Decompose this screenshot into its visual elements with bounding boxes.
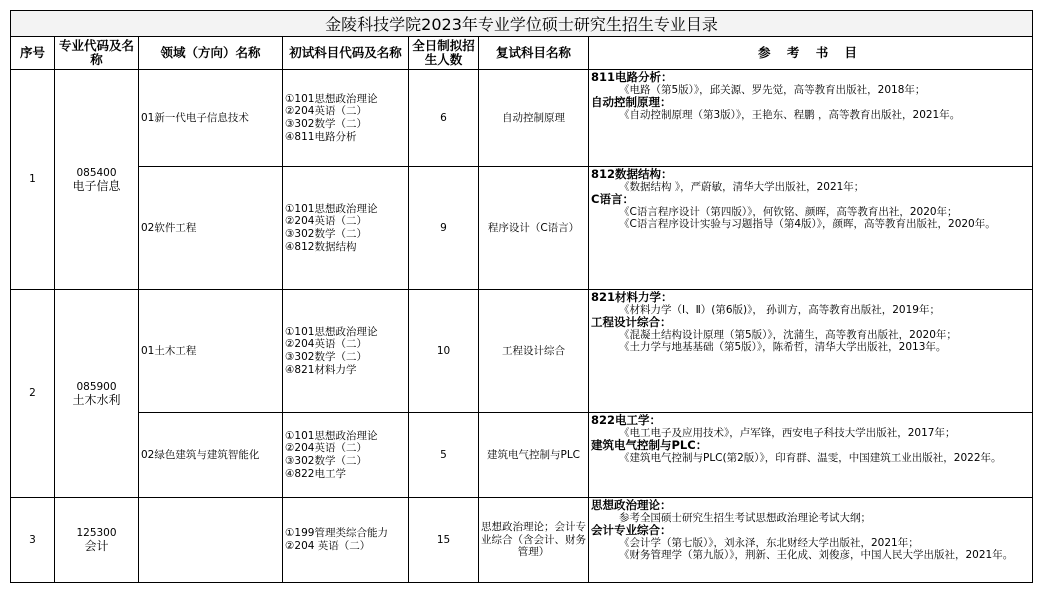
header-quota: 全日制拟招生人数 bbox=[409, 37, 479, 70]
quota-cell: 15 bbox=[409, 498, 479, 583]
table-row bbox=[11, 413, 1033, 498]
ref-book-entry: 参考全国硕士研究生招生考试思想政治理论考试大纲； bbox=[619, 511, 871, 524]
refs-cell bbox=[589, 290, 1033, 413]
retest-cell: 程序设计（C语言） bbox=[479, 167, 589, 290]
subject-item: ②204 英语（二） bbox=[285, 540, 371, 552]
ref-section-title: 812数据结构： bbox=[591, 167, 673, 181]
major-name: 会计 bbox=[84, 539, 109, 553]
ref-book-entry: 《自动控制原理（第3版）》，王艳东、程鹏 ，高等教育出版社，2021年。 bbox=[619, 108, 961, 121]
ref-section-title: 822电工学： bbox=[591, 413, 662, 427]
subject-item: ③302数学（二） bbox=[285, 118, 367, 130]
subject-item: ③302数学（二） bbox=[285, 455, 367, 467]
table-row bbox=[11, 498, 1033, 583]
seq-cell: 2 bbox=[11, 290, 55, 498]
field-cell: 01土木工程 bbox=[139, 290, 283, 413]
field-cell bbox=[139, 498, 283, 583]
subject-item: ①101思想政治理论 bbox=[285, 202, 378, 215]
quota-cell: 5 bbox=[409, 413, 479, 498]
seq-cell: 1 bbox=[11, 70, 55, 290]
ref-book-entry: 《电工电子及应用技术》，卢军锋，西安电子科技大学出版社，2017年； bbox=[619, 426, 956, 439]
retest-cell: 工程设计综合 bbox=[479, 290, 589, 413]
ref-book-entry: 《材料力学（Ⅰ、Ⅱ）(第6版)》， 孙训方，高等教育出版社，2019年； bbox=[619, 303, 940, 316]
major-cell bbox=[55, 70, 139, 290]
ref-section-title: 821材料力学： bbox=[591, 290, 673, 304]
table-row bbox=[11, 167, 1033, 290]
ref-section-title: 建筑电气控制与PLC： bbox=[591, 438, 708, 453]
quota-cell: 10 bbox=[409, 290, 479, 413]
subjects-cell bbox=[283, 290, 409, 413]
refs-cell bbox=[589, 413, 1033, 498]
subject-item: ①101思想政治理论 bbox=[285, 429, 378, 442]
refs-cell bbox=[589, 70, 1033, 167]
major-code: 085900 bbox=[76, 380, 117, 393]
ref-book-entry: 《C语言程序设计实验与习题指导（第4版）》，颜晖，高等教育出版社，2020年。 bbox=[619, 218, 996, 231]
header-seq: 序号 bbox=[11, 37, 55, 70]
field-cell: 02软件工程 bbox=[139, 167, 283, 290]
subject-item: ③302数学（二） bbox=[285, 351, 367, 363]
ref-book-entry: 《土力学与地基基础（第5版）》，陈希哲，清华大学出版社，2013年。 bbox=[619, 341, 947, 354]
subject-item: ①199管理类综合能力 bbox=[285, 527, 388, 540]
major-name: 电子信息 bbox=[72, 178, 121, 193]
subject-item: ④812数据结构 bbox=[285, 240, 357, 253]
header-row bbox=[11, 37, 1033, 70]
ref-section-title: 会计专业综合： bbox=[591, 523, 672, 538]
major-cell bbox=[55, 290, 139, 498]
catalog-table bbox=[10, 10, 1033, 583]
major-name: 土木水利 bbox=[72, 392, 121, 407]
retest-cell: 建筑电气控制与PLC bbox=[479, 413, 589, 498]
major-cell bbox=[55, 498, 139, 583]
ref-section-title: 思想政治理论： bbox=[591, 498, 672, 512]
ref-section-title: C语言： bbox=[591, 192, 634, 207]
subjects-cell bbox=[283, 498, 409, 583]
subject-item: ①101思想政治理论 bbox=[285, 92, 378, 105]
retest-cell: 思想政治理论；会计专业综合（含会计、财务管理） bbox=[479, 498, 589, 583]
subject-item: ③302数学（二） bbox=[285, 228, 367, 240]
ref-section-title: 自动控制原理： bbox=[591, 95, 672, 110]
subjects-cell bbox=[283, 167, 409, 290]
ref-section-title: 工程设计综合： bbox=[591, 315, 672, 330]
retest-cell: 自动控制原理 bbox=[479, 70, 589, 167]
major-code: 085400 bbox=[76, 166, 117, 179]
ref-section-title: 811电路分析： bbox=[591, 70, 673, 84]
subject-item: ②204英语（二） bbox=[285, 338, 367, 351]
ref-book-entry: 《混凝土结构设计原理（第5版）》，沈蒲生，高等教育出版社，2020年； bbox=[619, 328, 957, 341]
subject-item: ④821材料力学 bbox=[285, 363, 357, 376]
ref-book-entry: 《电路（第5版）》，邱关源、罗先觉，高等教育出版社，2018年； bbox=[619, 83, 926, 96]
subject-item: ②204英语（二） bbox=[285, 215, 367, 228]
subject-item: ④811电路分析 bbox=[285, 130, 357, 143]
subject-item: ②204英语（二） bbox=[285, 105, 367, 118]
header-retest: 复试科目名称 bbox=[479, 37, 589, 70]
header-refs: 参 考 书 目 bbox=[589, 37, 1033, 70]
major-code: 125300 bbox=[76, 527, 117, 540]
field-cell: 01新一代电子信息技术 bbox=[139, 70, 283, 167]
refs-cell bbox=[589, 498, 1033, 583]
seq-cell: 3 bbox=[11, 498, 55, 583]
table-title: 金陵科技学院2023年专业学位硕士研究生招生专业目录 bbox=[11, 11, 1033, 37]
subject-item: ②204英语（二） bbox=[285, 442, 367, 455]
subject-item: ④822电工学 bbox=[285, 467, 346, 480]
ref-book-entry: 《建筑电气控制与PLC(第2版）》，印育群、温雯，中国建筑工业出版社，2022年。 bbox=[619, 451, 1002, 464]
header-subjects: 初试科目代码及名称 bbox=[283, 37, 409, 70]
header-major: 专业代码及名称 bbox=[55, 37, 139, 70]
subject-item: ①101思想政治理论 bbox=[285, 325, 378, 338]
field-cell: 02绿色建筑与建筑智能化 bbox=[139, 413, 283, 498]
table-row bbox=[11, 290, 1033, 413]
ref-book-entry: 《C语言程序设计（第四版）》，何钦铭、颜晖，高等教育出社，2020年； bbox=[619, 205, 958, 218]
catalog-wrapper bbox=[10, 10, 1032, 583]
subjects-cell bbox=[283, 413, 409, 498]
ref-book-entry: 《数据结构 》，严蔚敏，清华大学出版社，2021年； bbox=[619, 180, 865, 193]
subjects-cell bbox=[283, 70, 409, 167]
ref-book-entry: 《会计学（第七版）》，刘永泽，东北财经大学出版社，2021年； bbox=[619, 536, 919, 549]
table-row bbox=[11, 70, 1033, 167]
header-field: 领域（方向）名称 bbox=[139, 37, 283, 70]
quota-cell: 9 bbox=[409, 167, 479, 290]
refs-cell bbox=[589, 167, 1033, 290]
ref-book-entry: 《财务管理学（第九版）》，荆新、王化成、刘俊彦，中国人民大学出版社，2021年。 bbox=[619, 549, 1014, 562]
quota-cell: 6 bbox=[409, 70, 479, 167]
